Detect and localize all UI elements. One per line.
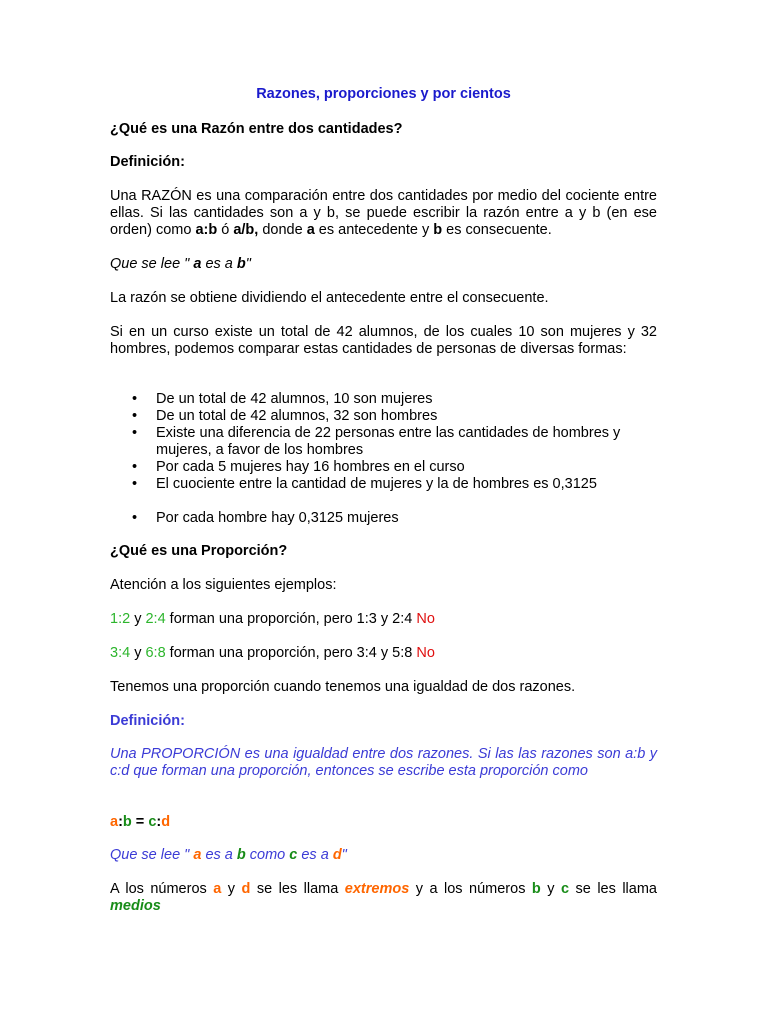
ext-text-4: y a los números [409, 881, 532, 897]
def1-bold-b: b [433, 222, 443, 238]
read2-text-4: es a [297, 847, 333, 863]
def1-bold-ab-slash: a/b, [233, 222, 259, 238]
def1-bold-a: a [306, 222, 315, 238]
definition-razon-paragraph [110, 188, 657, 239]
formula-b: b [122, 814, 132, 830]
extremos-term: extremos [344, 881, 410, 897]
list-item [110, 510, 657, 527]
def1-text-1: Una RAZÓN es una comparación entre dos cantidades por medio del cociente entre ellas. Si las cantidades son a y b, se puede escribir la razón entre a y b (en ese orden) como [110, 188, 657, 238]
ex2-ratio-a: 3:4 [110, 645, 131, 661]
razon-obtiene-paragraph: La razón se obtiene dividiendo el antecedente entre el consecuente. [110, 290, 549, 306]
question-razon-heading: ¿Qué es una Razón entre dos cantidades? [110, 121, 403, 137]
read1-text-3: " [245, 256, 251, 272]
ex1-ratio-b: 2:4 [145, 611, 166, 627]
read2-text-2: es a [201, 847, 237, 863]
read1-text-2: es a [201, 256, 237, 272]
def1-text-2: ó [217, 222, 234, 238]
bullet-icon: • [132, 476, 138, 492]
ext-d: d [241, 881, 251, 897]
ext-a: a [213, 881, 222, 897]
ext-b: b [531, 881, 541, 897]
proportion-formula [110, 814, 657, 831]
example-line-1 [110, 611, 657, 628]
ex1-text: forman una proporción, pero 1:3 y 2:4 [165, 611, 417, 627]
bullet-icon: • [132, 425, 138, 441]
definition-razon-heading: Definición: [110, 154, 185, 170]
read2-a: a [193, 847, 202, 863]
list-item [110, 408, 657, 425]
def1-text-5: es consecuente. [442, 222, 552, 238]
ex1-no-label: No [416, 611, 435, 627]
ex2-conjunction: y [130, 645, 146, 661]
ext-text-5: y [540, 881, 561, 897]
formula-c: c [148, 814, 157, 830]
formula-colon-1: : [118, 814, 123, 830]
list-item [110, 459, 657, 476]
ext-text-2: y [221, 881, 242, 897]
bullet-icon: • [132, 510, 138, 526]
definition-proporcion-paragraph: Una PROPORCIÓN es una igualdad entre dos razones. Si las las razones son a:b y c:d que forman una proporción, entonces se escribe esta proporción como [110, 746, 657, 779]
example-line-2 [110, 645, 657, 662]
formula-equals: = [131, 814, 149, 830]
curso-paragraph: Si en un curso existe un total de 42 alumnos, de los cuales 10 son mujeres y 32 hombres, podemos comparar estas cantidades de personas de diversas formas: [110, 324, 657, 357]
comparison-bullet-list [110, 391, 657, 493]
list-item-text: Por cada hombre hay 0,3125 mujeres [156, 510, 399, 526]
list-item [110, 391, 657, 408]
ext-text-3: se les llama [250, 881, 345, 897]
read2-text-3: como [245, 847, 290, 863]
tenemos-paragraph: Tenemos una proporción cuando tenemos una igualdad de dos razones. [110, 679, 576, 695]
list-item [110, 476, 657, 493]
read1-text-1: Que se lee " [110, 256, 194, 272]
page-title: Razones, proporciones y por cientos [256, 86, 511, 102]
read2-d: d [332, 847, 342, 863]
ext-text-6: se les llama [569, 881, 657, 897]
ex1-conjunction: y [130, 611, 146, 627]
question-proporcion-heading: ¿Qué es una Proporción? [110, 543, 288, 559]
list-item-text: Por cada 5 mujeres hay 16 hombres en el curso [156, 459, 465, 475]
def1-text-4: es antecedente y [314, 222, 434, 238]
read2-c: c [289, 847, 298, 863]
extremos-medios-paragraph [110, 881, 657, 915]
bullet-icon: • [132, 408, 138, 424]
list-item [110, 425, 657, 459]
read1-bold-a: a [193, 256, 202, 272]
ex2-no-label: No [416, 645, 435, 661]
read1-bold-b: b [236, 256, 246, 272]
read2-text-1: Que se lee " [110, 847, 194, 863]
atencion-paragraph: Atención a los siguientes ejemplos: [110, 577, 337, 593]
bullet-icon: • [132, 459, 138, 475]
list-item-text: De un total de 42 alumnos, 10 son mujeres [156, 391, 433, 407]
ext-c: c [560, 881, 570, 897]
razon-reading-line [110, 256, 657, 273]
definition-proporcion-heading: Definición: [110, 713, 185, 729]
list-item-text: De un total de 42 alumnos, 32 son hombres [156, 408, 438, 424]
comparison-bullet-list-last [110, 510, 657, 527]
bullet-icon: • [132, 391, 138, 407]
formula-colon-2: : [156, 814, 162, 830]
proporcion-reading-line [110, 847, 657, 864]
ex2-text: forman una proporción, pero 3:4 y 5:8 [165, 645, 417, 661]
list-item-text: El cuociente entre la cantidad de mujeres y la de hombres es 0,3125 [156, 476, 597, 492]
medios-term: medios [110, 898, 161, 914]
ext-text-1: A los números [110, 881, 214, 897]
formula-d: d [161, 814, 171, 830]
formula-a: a [110, 814, 119, 830]
read2-b: b [236, 847, 246, 863]
read2-text-5: " [341, 847, 347, 863]
def1-bold-ab-colon: a:b [195, 222, 218, 238]
ex2-ratio-b: 6:8 [145, 645, 166, 661]
def1-text-3: donde [258, 222, 307, 238]
list-item-text: Existe una diferencia de 22 personas entre las cantidades de hombres y mujeres, a favor de los hombres [156, 425, 621, 458]
ex1-ratio-a: 1:2 [110, 611, 131, 627]
